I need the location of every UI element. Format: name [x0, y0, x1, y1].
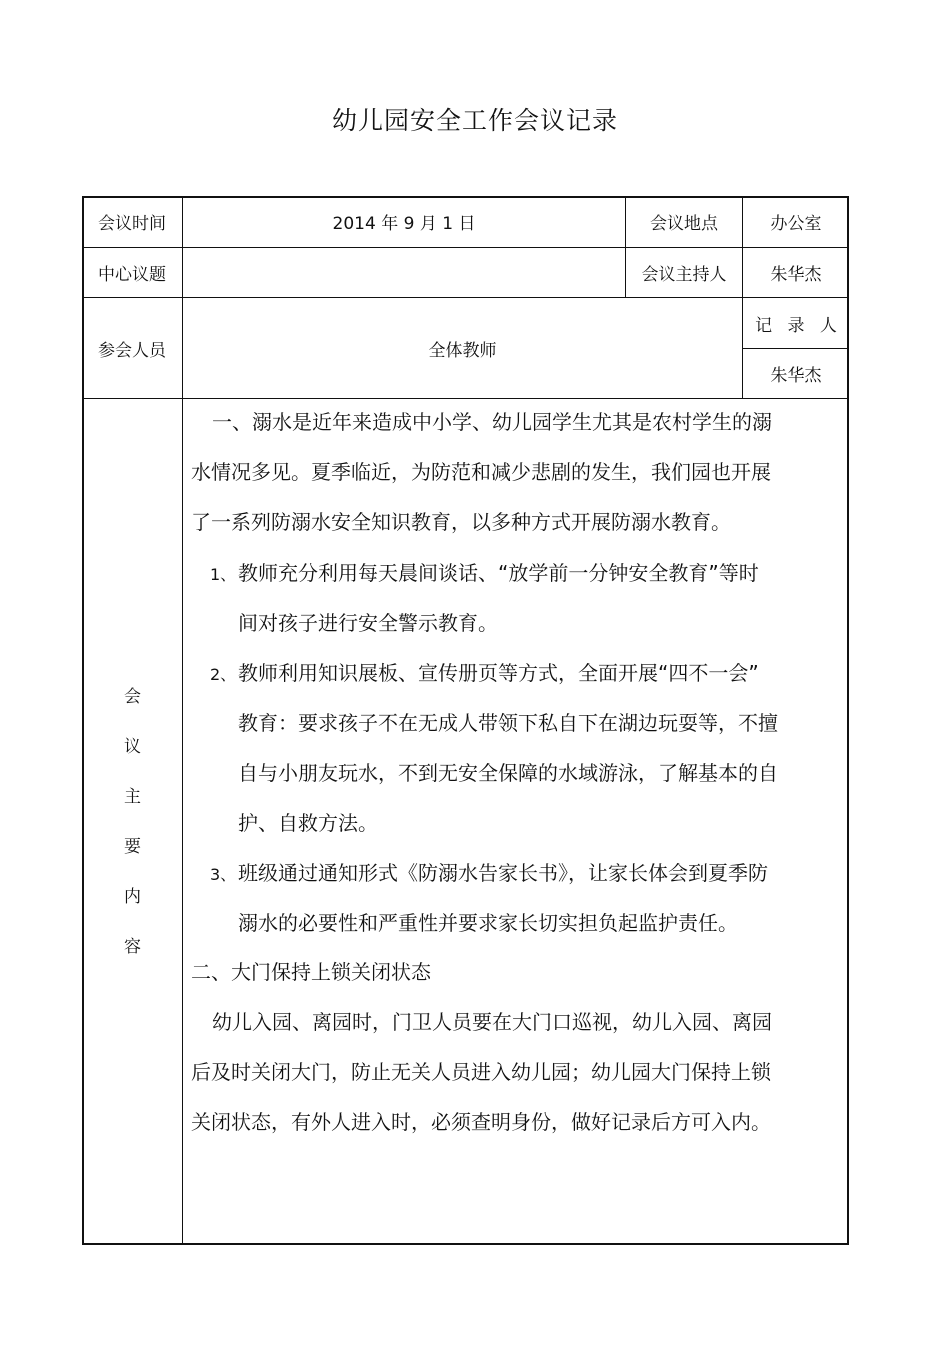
host-label: 会议主持人	[641, 265, 727, 285]
participants-label: 参会人员	[98, 340, 166, 361]
content-label-vertical	[82, 672, 183, 972]
content-line: 班级通过通知形式《防溺水告家长书》，让家长体会到夏季防	[238, 861, 768, 885]
meeting-time-value: 2014 年 9 月 1 日	[332, 214, 476, 234]
content-label-char: 主	[124, 787, 141, 807]
content-line: 教师充分利用每天晨间谈话、“放学前一分钟安全教育”等时	[238, 561, 759, 585]
meeting-place-value: 办公室	[770, 214, 822, 234]
participants-value: 全体教师	[428, 340, 497, 361]
content-line: 关闭状态，有外人进入时，必须查明身份，做好记录后方可入内。	[191, 1110, 771, 1134]
meeting-place-label: 会议地点	[650, 214, 718, 234]
content-line: 教育：要求孩子不在无成人带领下私自下在湖边玩耍等，不擅	[238, 711, 778, 735]
content-label-char: 会	[124, 687, 141, 707]
content-label-char: 内	[124, 887, 141, 907]
content-label-char: 容	[124, 937, 141, 957]
content-label-char: 议	[124, 737, 141, 757]
section-heading: 二、大门保持上锁关闭状态	[191, 960, 431, 984]
list-item-number: 3、	[210, 865, 237, 884]
content-line: 幼儿入园、离园时，门卫人员要在大门口巡视，幼儿入园、离园	[212, 1010, 772, 1034]
content-line: 水情况多见。夏季临近，为防范和减少悲剧的发生，我们园也开展	[191, 460, 771, 484]
central-topic-label: 中心议题	[98, 265, 166, 285]
central-topic-value	[183, 248, 625, 297]
content-line: 一、溺水是近年来造成中小学、幼儿园学生尤其是农村学生的溺	[212, 410, 772, 434]
content-label-char: 要	[124, 837, 141, 857]
content-line: 护、自救方法。	[238, 811, 378, 835]
list-item-number: 2、	[210, 665, 237, 684]
meeting-time-label: 会议时间	[98, 214, 166, 234]
content-line: 自与小朋友玩水，不到无安全保障的水域游泳，了解基本的自	[238, 761, 778, 785]
recorder-value: 朱华杰	[770, 366, 822, 386]
content-line: 了一系列防溺水安全知识教育，以多种方式开展防溺水教育。	[191, 510, 731, 534]
content-line: 溺水的必要性和严重性并要求家长切实担负起监护责任。	[238, 911, 738, 935]
recorder-label: 记 录 人	[755, 315, 837, 336]
document-title: 幼儿园安全工作会议记录	[331, 106, 618, 135]
host-value: 朱华杰	[770, 265, 822, 285]
content-line: 间对孩子进行安全警示教育。	[238, 611, 498, 635]
content-line: 后及时关闭大门，防止无关人员进入幼儿园；幼儿园大门保持上锁	[191, 1060, 771, 1084]
row-divider	[82, 398, 849, 399]
list-item-number: 1、	[210, 565, 237, 584]
content-line: 教师利用知识展板、宣传册页等方式，全面开展“四不一会”	[238, 661, 759, 685]
